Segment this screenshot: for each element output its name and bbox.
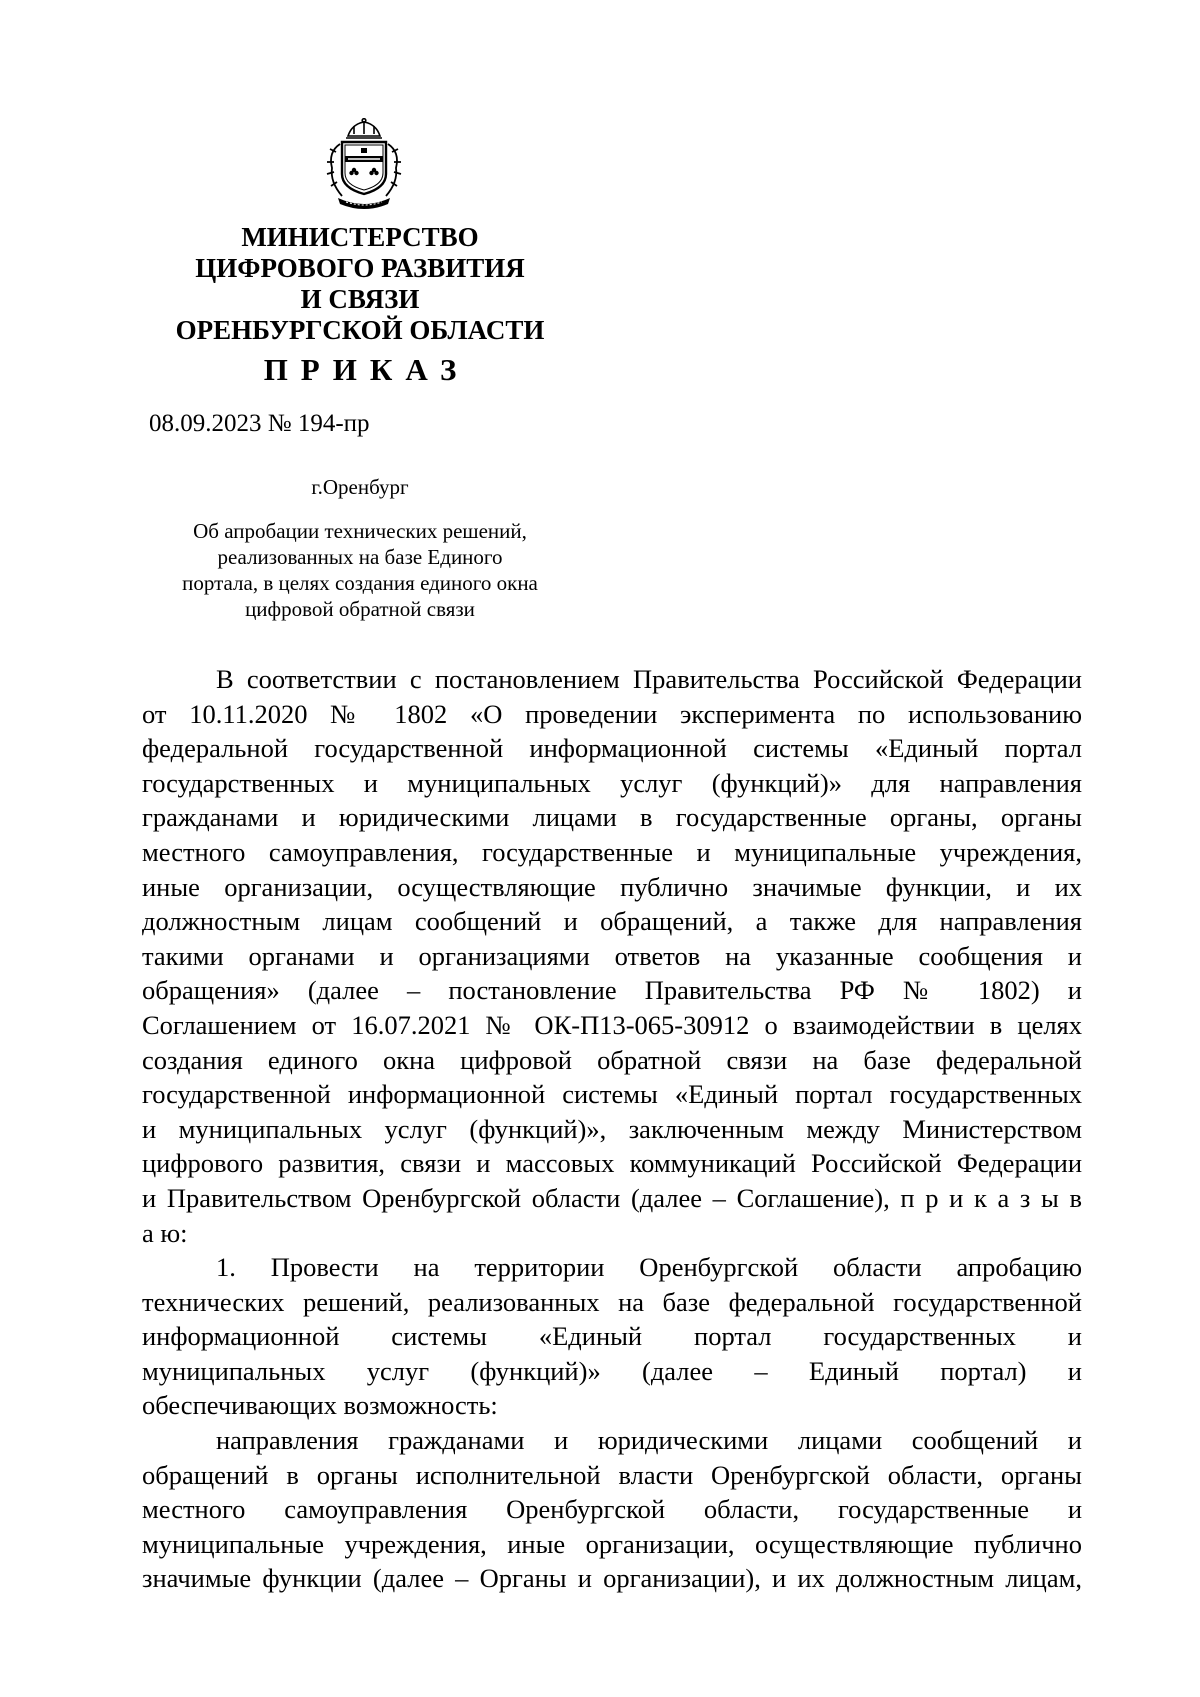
body-line: и муниципальных услуг (функций)», заключенным между Министерством	[142, 1113, 1082, 1144]
body-line: обращений в органы исполнительной власти Оренбургской области, органы	[142, 1459, 1082, 1490]
body-line: Соглашением от 16.07.2021 № ОК-П13-065-30912 о взаимодействии в целях	[142, 1009, 1082, 1040]
subject-line: Об апробации технических решений,	[193, 519, 527, 543]
body-line: местного самоуправления Оренбургской области, государственные и	[142, 1494, 1082, 1525]
subject-line: портала, в целях создания единого окна	[182, 571, 538, 595]
body-line: муниципальные учреждения, иные организации, осуществляющие публично	[142, 1528, 1082, 1559]
body-line: обеспечивающих возможность:	[142, 1390, 498, 1421]
ministry-line: И СВЯЗИ	[300, 284, 420, 314]
body-line: такими органами и организациями ответов на указанные сообщения и	[142, 940, 1082, 971]
subject-line: реализованных на базе Единого	[217, 545, 503, 569]
body-line: гражданами и юридическими лицами в государственные органы, органы	[142, 802, 1082, 833]
order-body	[142, 662, 1082, 1596]
body-line: направления гражданами и юридическими лицами сообщений и	[216, 1425, 1082, 1456]
ministry-name	[140, 222, 580, 346]
ministry-line: ЦИФРОВОГО РАЗВИТИЯ	[195, 253, 525, 283]
body-line: государственных и муниципальных услуг (функций)» для направления	[142, 767, 1082, 798]
body-line: от 10.11.2020 № 1802 «О проведении эксперимента по использованию	[142, 698, 1082, 729]
body-line: В соответствии с постановлением Правительства Российской Федерации	[216, 664, 1082, 694]
body-line: технических решений, реализованных на базе федеральной государственной	[142, 1286, 1082, 1317]
body-line: должностным лицам сообщений и обращений, а также для направления	[142, 906, 1082, 937]
subject-line: цифровой обратной связи	[245, 597, 475, 621]
body-line: создания единого окна цифровой обратной связи на базе федеральной	[142, 1044, 1082, 1075]
body-line: муниципальных услуг (функций)» (далее – Единый портал) и	[142, 1355, 1082, 1386]
body-line: иные организации, осуществляющие публично значимые функции, и их	[142, 871, 1082, 902]
coat-of-arms-emblem	[318, 118, 410, 214]
body-line: цифрового развития, связи и массовых коммуникаций Российской Федерации	[142, 1148, 1082, 1179]
document-title: ПРИКАЗ	[263, 352, 470, 387]
body-line: информационной системы «Единый портал государственных и	[142, 1321, 1082, 1352]
body-line: значимые функции (далее – Органы и организации), и их должностным лицам,	[142, 1563, 1082, 1594]
order-subject	[140, 518, 580, 622]
issuing-city: г.Оренбург	[311, 475, 409, 499]
order-date-number: 08.09.2023 № 194-пр	[149, 410, 370, 437]
body-line: 1. Провести на территории Оренбургской области апробацию	[216, 1252, 1082, 1283]
body-line: местного самоуправления, государственные и муниципальные учреждения,	[142, 836, 1082, 867]
body-line: федеральной государственной информационной системы «Единый портал	[142, 733, 1082, 764]
body-line: обращения» (далее – постановление Правительства РФ № 1802) и	[142, 975, 1082, 1006]
body-line: и Правительством Оренбургской области (далее – Соглашение), п р и к а з ы в	[142, 1182, 1082, 1213]
body-line: государственной информационной системы «Единый портал государственных	[142, 1079, 1082, 1110]
ministry-line: ОРЕНБУРГСКОЙ ОБЛАСТИ	[175, 315, 545, 345]
ministry-line: МИНИСТЕРСТВО	[241, 222, 479, 252]
body-line: а ю:	[142, 1217, 188, 1248]
